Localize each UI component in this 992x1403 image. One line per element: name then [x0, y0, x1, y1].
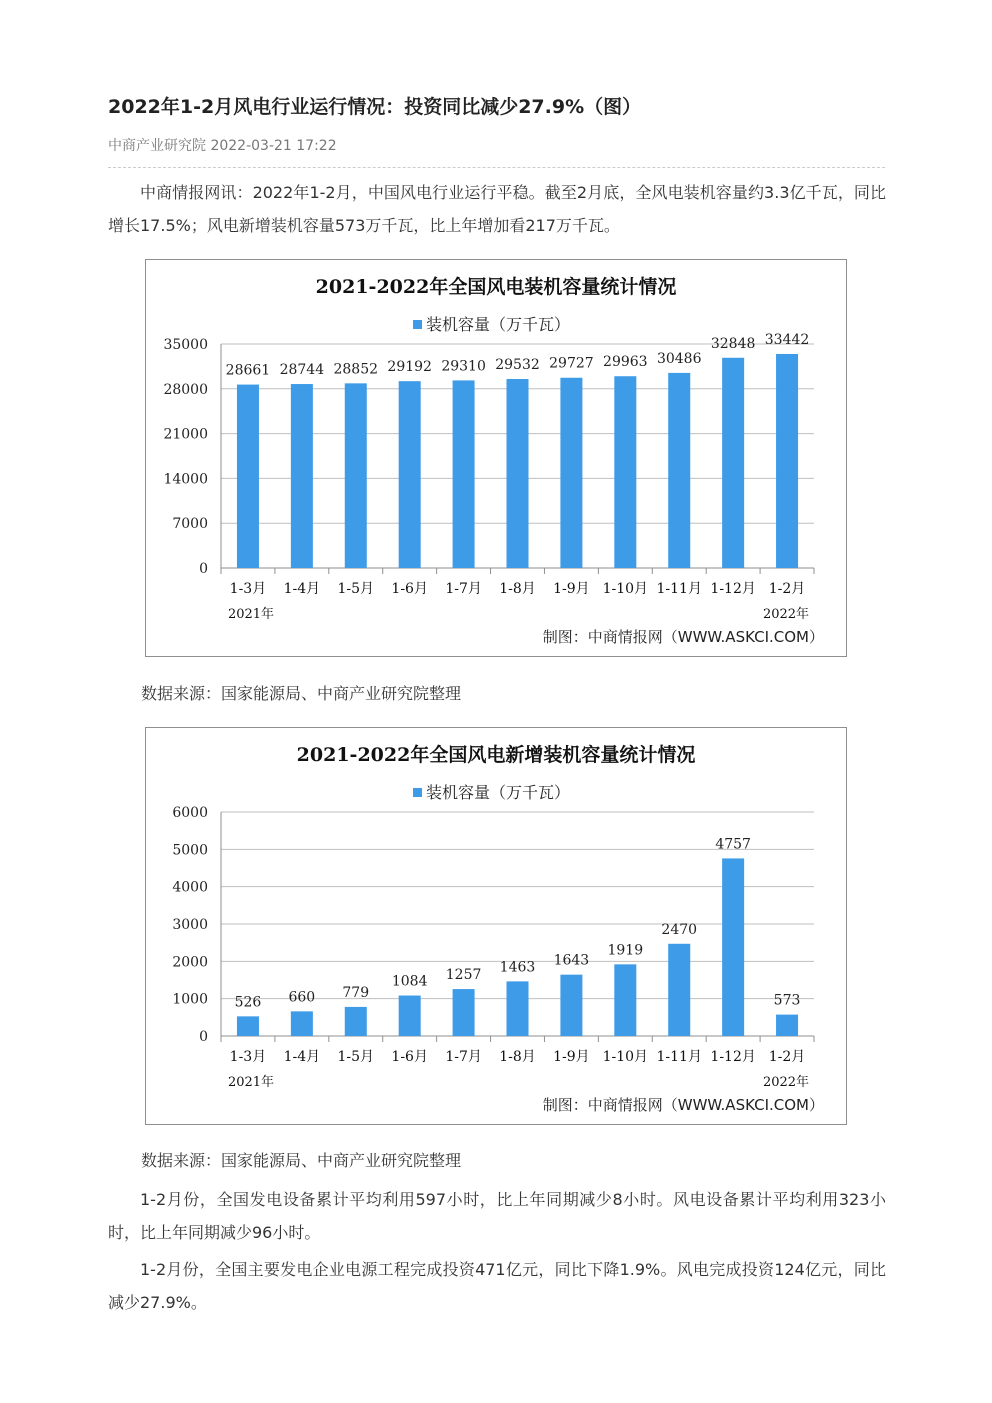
- y-tick-label: 14000: [163, 471, 208, 488]
- new-capacity-chart-svg: [146, 728, 846, 1124]
- data-label: 29727: [549, 355, 594, 372]
- new-capacity-chart: [145, 727, 847, 1125]
- data-label: 29310: [441, 358, 486, 375]
- bar: [722, 358, 744, 568]
- x-tick-label: 1-7月: [445, 581, 482, 597]
- data-label: 28661: [225, 362, 271, 379]
- y-tick-label: 3000: [172, 917, 208, 933]
- divider: [108, 167, 885, 168]
- x-tick-label: 1-3月: [229, 1049, 267, 1065]
- data-label: 1463: [499, 959, 536, 976]
- investment-paragraph: 1-2月份，全国主要发电企业电源工程完成投资471亿元，同比下降1.9%。风电完成投资124亿元，同比减少27.9%。: [108, 1260, 886, 1312]
- x-tick-label: 1-9月: [553, 581, 590, 597]
- data-label: 2470: [661, 921, 698, 938]
- data-label: 1919: [607, 942, 644, 959]
- bar: [668, 373, 690, 568]
- data-label: 1643: [553, 952, 590, 969]
- x-tick-label: 1-3月: [229, 581, 267, 597]
- bar: [507, 379, 529, 568]
- y-tick-label: 1000: [172, 991, 208, 1008]
- y-tick-label: 0: [199, 561, 208, 577]
- y-tick-label: 4000: [172, 879, 208, 896]
- legend-label: 装机容量（万千瓦）: [426, 783, 571, 802]
- data-label: 28744: [279, 362, 325, 379]
- x-tick-label: 1-5月: [337, 581, 375, 597]
- bar: [237, 385, 259, 568]
- x-tick-label: 1-11月: [656, 581, 702, 597]
- bar: [399, 381, 421, 568]
- x-tick-label: 1-11月: [656, 1049, 702, 1065]
- bar: [614, 376, 636, 568]
- chart-source-1: 数据来源：国家能源局、中商产业研究院整理: [141, 684, 462, 703]
- y-tick-label: 7000: [172, 516, 208, 533]
- x-tick-label: 1-6月: [391, 581, 428, 597]
- legend-label: 装机容量（万千瓦）: [426, 315, 571, 334]
- bar: [345, 1007, 367, 1036]
- legend-swatch: [413, 320, 422, 329]
- data-label: 30486: [656, 350, 702, 367]
- x-tick-label: 1-8月: [499, 581, 536, 597]
- y-tick-label: 5000: [172, 842, 208, 859]
- capacity-chart: [145, 259, 847, 657]
- year-label-left: 2021年: [227, 1075, 275, 1090]
- data-label: 573: [773, 992, 801, 1009]
- x-tick-label: 1-7月: [445, 1049, 482, 1065]
- data-label: 29963: [603, 354, 648, 371]
- x-tick-label: 1-12月: [710, 1049, 756, 1065]
- x-tick-label: 1-2月: [768, 581, 806, 597]
- chart-credit: 制图：中商情报网（WWW.ASKCI.COM）: [542, 1096, 824, 1114]
- bar: [507, 981, 529, 1036]
- data-label: 28852: [333, 361, 379, 378]
- legend-swatch: [413, 788, 422, 797]
- y-tick-label: 21000: [163, 426, 208, 443]
- x-tick-label: 1-10月: [602, 1049, 649, 1065]
- bar: [776, 354, 798, 568]
- x-tick-label: 1-12月: [710, 581, 756, 597]
- capacity-chart-svg: [146, 260, 846, 656]
- bar: [560, 378, 582, 568]
- y-tick-label: 0: [199, 1029, 208, 1045]
- bar: [668, 944, 690, 1036]
- y-tick-label: 2000: [172, 954, 208, 971]
- y-tick-label: 6000: [172, 805, 208, 821]
- year-label-left: 2021年: [227, 607, 275, 622]
- bar: [399, 996, 421, 1036]
- x-tick-label: 1-5月: [337, 1049, 375, 1065]
- x-tick-label: 1-4月: [283, 581, 321, 597]
- article-meta: 中商产业研究院 2022-03-21 17:22: [108, 138, 337, 154]
- article-title: 2022年1-2月风电行业运行情况：投资同比减少27.9%（图）: [108, 96, 642, 118]
- x-tick-label: 1-10月: [602, 581, 649, 597]
- x-tick-label: 1-2月: [768, 1049, 806, 1065]
- y-tick-label: 35000: [163, 337, 208, 353]
- bar: [345, 383, 367, 568]
- data-label: 29192: [387, 359, 432, 376]
- chart-title: 2021-2022年全国风电新增装机容量统计情况: [296, 744, 696, 766]
- chart-credit: 制图：中商情报网（WWW.ASKCI.COM）: [542, 628, 824, 646]
- data-label: 33442: [764, 331, 810, 348]
- chart-source-2: 数据来源：国家能源局、中商产业研究院整理: [141, 1151, 462, 1170]
- data-label: 779: [342, 984, 370, 1001]
- x-tick-label: 1-6月: [391, 1049, 428, 1065]
- data-label: 4757: [715, 836, 751, 853]
- bar: [776, 1015, 798, 1036]
- chart-title: 2021-2022年全国风电装机容量统计情况: [315, 276, 677, 298]
- bar: [291, 384, 313, 568]
- year-label-right: 2022年: [762, 607, 810, 622]
- data-label: 29532: [495, 356, 540, 373]
- x-tick-label: 1-9月: [553, 1049, 590, 1065]
- data-label: 660: [288, 989, 316, 1006]
- bar: [291, 1011, 313, 1036]
- utilization-paragraph: 1-2月份，全国发电设备累计平均利用597小时，比上年同期减少8小时。风电设备累计平均利用323小时，比上年同期减少96小时。: [108, 1190, 886, 1242]
- intro-paragraph: 中商情报网讯：2022年1-2月，中国风电行业运行平稳。截至2月底，全风电装机容量约3.3亿千瓦，同比增长17.5%；风电新增装机容量573万千瓦，比上年增加看217万千瓦。: [108, 183, 886, 235]
- data-label: 526: [234, 994, 262, 1011]
- bar: [614, 964, 636, 1036]
- data-label: 32848: [710, 335, 756, 352]
- x-tick-label: 1-4月: [283, 1049, 321, 1065]
- bar: [722, 858, 744, 1036]
- bar: [453, 380, 475, 568]
- bar: [237, 1016, 259, 1036]
- x-tick-label: 1-8月: [499, 1049, 536, 1065]
- data-label: 1257: [445, 967, 482, 984]
- year-label-right: 2022年: [762, 1075, 810, 1090]
- bar: [453, 989, 475, 1036]
- data-label: 1084: [391, 973, 428, 990]
- bar: [560, 975, 582, 1036]
- y-tick-label: 28000: [163, 381, 208, 398]
